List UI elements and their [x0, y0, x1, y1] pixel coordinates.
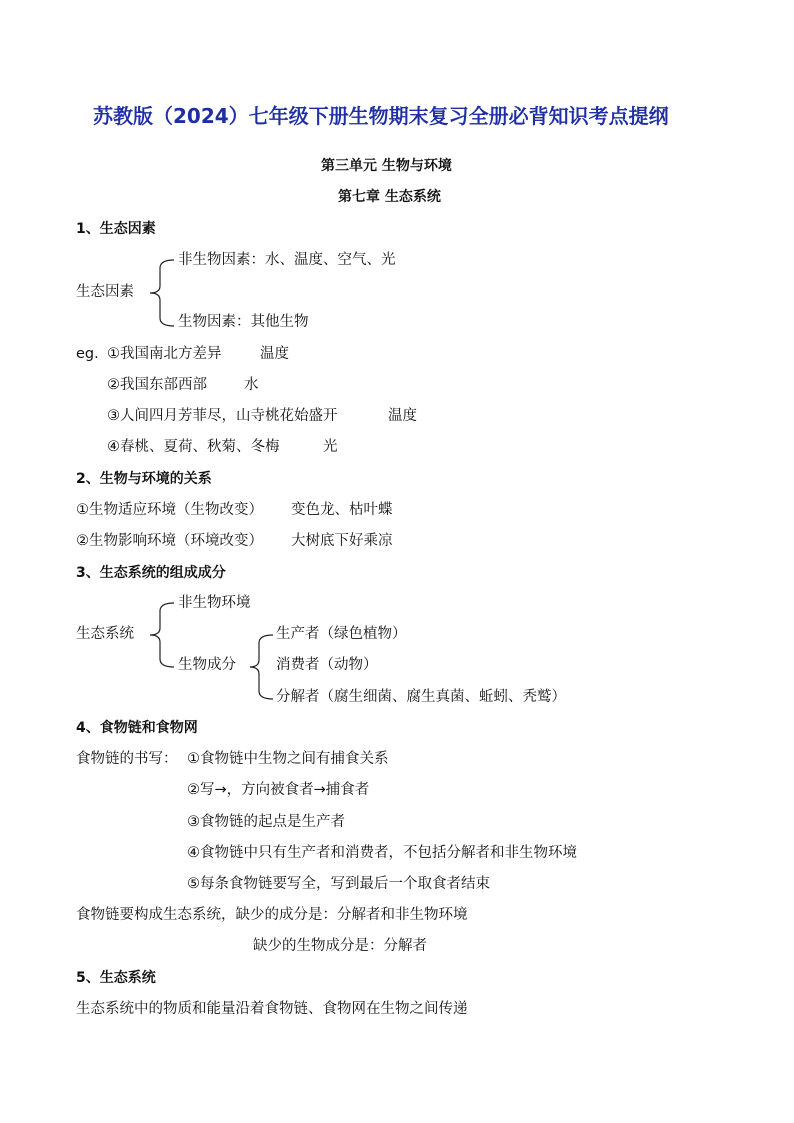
example-2-factor: 水 — [244, 377, 259, 393]
abiotic-factor: 非生物因素：水、温度、空气、光 — [178, 252, 396, 268]
missing-components: 食物链要构成生态系统，缺少的成分是：分解者和非生物环境 — [76, 907, 468, 923]
relation-1-text: ①生物适应环境（生物改变） — [76, 502, 263, 518]
section-2-heading: 2、生物与环境的关系 — [76, 471, 212, 487]
relation-2-text: ②生物影响环境（环境改变） — [76, 533, 263, 549]
food-chain-rule-4: ④食物链中只有生产者和消费者，不包括分解者和非生物环境 — [187, 845, 577, 861]
example-1-text: ①我国南北方差异 — [107, 346, 222, 362]
ecosystem-flow-text: 生态系统中的物质和能量沿着食物链、食物网在生物之间传递 — [76, 1001, 468, 1017]
section-3-heading: 3、生态系统的组成成分 — [76, 565, 226, 581]
biotic-component: 生物成分 — [178, 657, 236, 673]
biotic-factor: 生物因素：其他生物 — [178, 314, 309, 330]
eg-prefix: eg. — [76, 346, 99, 362]
section-1-heading: 1、生态因素 — [76, 221, 156, 237]
example-3-text: ③人间四月芳菲尽，山寺桃花始盛开 — [107, 408, 338, 424]
decomposer: 分解者（腐生细菌、腐生真菌、蚯蚓、秃鹫） — [276, 689, 566, 705]
relation-1-example: 变色龙、枯叶蝶 — [291, 502, 393, 518]
document-title: 苏教版（2024）七年级下册生物期末复习全册必背知识考点提纲 — [93, 104, 669, 128]
biotic-brace — [248, 633, 276, 701]
missing-biotic-component: 缺少的生物成分是：分解者 — [253, 938, 427, 954]
example-3-factor: 温度 — [388, 408, 417, 424]
ecosystem-brace — [148, 601, 178, 669]
example-1-factor: 温度 — [260, 346, 289, 362]
example-4-factor: 光 — [323, 439, 338, 455]
chapter-heading: 第七章 生态系统 — [338, 189, 441, 205]
abiotic-environment: 非生物环境 — [178, 595, 251, 611]
ecosystem-root: 生态系统 — [76, 626, 134, 642]
food-chain-label: 食物链的书写： — [76, 751, 178, 767]
producer: 生产者（绿色植物） — [276, 626, 407, 642]
section-4-heading: 4、食物链和食物网 — [76, 720, 198, 736]
example-4-text: ④春桃、夏荷、秋菊、冬梅 — [107, 439, 280, 455]
example-2-text: ②我国东部西部 — [107, 377, 207, 393]
consumer: 消费者（动物） — [276, 657, 378, 673]
food-chain-rule-1: ①食物链中生物之间有捕食关系 — [187, 751, 389, 767]
food-chain-rule-5: ⑤每条食物链要写全，写到最后一个取食者结束 — [187, 876, 490, 892]
ecofactor-root: 生态因素 — [76, 284, 134, 300]
ecofactor-brace — [148, 258, 178, 328]
relation-2-example: 大树底下好乘凉 — [291, 533, 393, 549]
section-5-heading: 5、生态系统 — [76, 970, 156, 986]
unit-heading: 第三单元 生物与环境 — [321, 158, 452, 174]
food-chain-rule-2: ②写→，方向被食者→捕食者 — [187, 782, 370, 798]
food-chain-rule-3: ③食物链的起点是生产者 — [187, 814, 345, 830]
